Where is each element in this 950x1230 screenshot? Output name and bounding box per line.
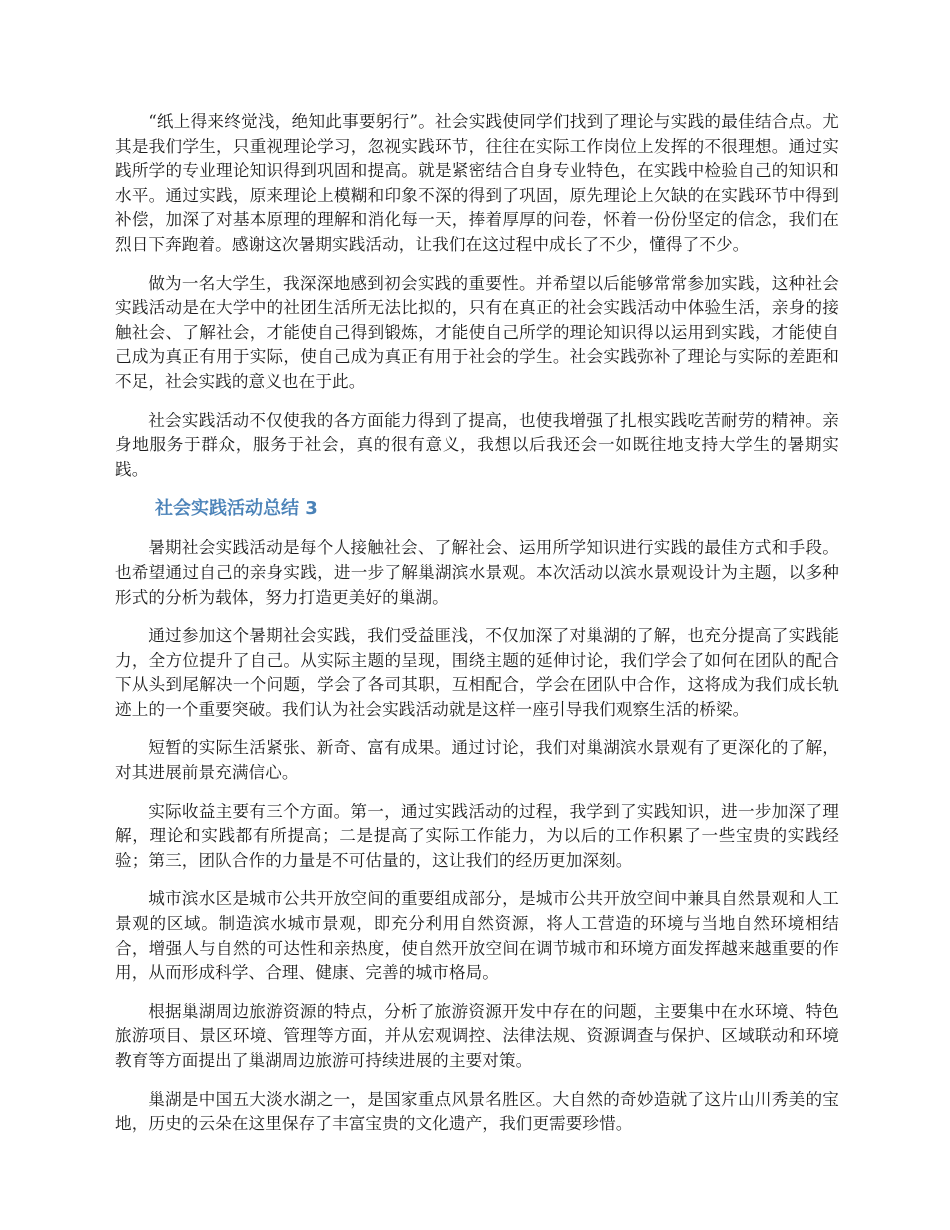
paragraph: 城市滨水区是城市公共开放空间的重要组成部分，是城市公共开放空间中兼具自然景观和人工景观的区域。制造滨水城市景观，即充分利用自然资源，将人工营造的环境与当地自然环境相结合，增强人与自然的可达性和亲热度，使自然开放空间在调节城市和环境方面发挥越来越重要的作用，从而形成科学、合理、健康、完善的城市格局。	[115, 889, 839, 983]
paragraph: 巢湖是中国五大淡水湖之一，是国家重点风景名胜区。大自然的奇妙造就了这片山川秀美的宝地，历史的云朵在这里保存了丰富宝贵的文化遗产，我们更需要珍惜。	[115, 1089, 839, 1134]
paragraph: 根据巢湖周边旅游资源的特点，分析了旅游资源开发中存在的问题，主要集中在水环境、特色旅游项目、景区环境、管理等方面，并从宏观调控、法律法规、资源调查与保护、区域联动和环境教育等方面提出了巢湖周边旅游可持续进展的主要对策。	[115, 1001, 839, 1070]
document-body	[115, 110, 839, 1151]
section-heading: 社会实践活动总结 3	[155, 498, 318, 520]
paragraph: 通过参加这个暑期社会实践，我们受益匪浅，不仅加深了对巢湖的了解，也充分提高了实践能力，全方位提升了自己。从实际主题的呈现，围绕主题的延伸讨论，我们学会了如何在团队的配合下从头到尾解决一个问题，学会了各司其职，互相配合，学会在团队中合作，这将成为我们成长轨迹上的一个重要突破。我们认为社会实践活动就是这样一座引导我们观察生活的桥梁。	[115, 626, 839, 719]
paragraph: 实际收益主要有三个方面。第一，通过实践活动的过程，我学到了实践知识，进一步加深了理解，理论和实践都有所提高；二是提高了实际工作能力，为以后的工作积累了一些宝贵的实践经验；第三，团队合作的力量是不可估量的，这让我们的经历更加深刻。	[115, 801, 839, 870]
paragraph: “纸上得来终觉浅，绝知此事要躬行”。社会实践使同学们找到了理论与实践的最佳结合点。尤其是我们学生，只重视理论学习，忽视实践环节，往往在实际工作岗位上发挥的不很理想。通过实践所学的专业理论知识得到巩固和提高。就是紧密结合自身专业特色，在实践中检验自己的知识和水平。通过实践，原来理论上模糊和印象不深的得到了巩固，原先理论上欠缺的在实践环节中得到补偿，加深了对基本原理的理解和消化每一天，捧着厚厚的问卷，怀着一份份坚定的信念，我们在烈日下奔跑着。感谢这次暑期实践活动，让我们在这过程中成长了不少，懂得了不少。	[115, 112, 839, 254]
paragraph: 做为一名大学生，我深深地感到初会实践的重要性。并希望以后能够常常参加实践，这种社会实践活动是在大学中的社团生活所无法比拟的，只有在真正的社会实践活动中体验生活，亲身的接触社会、了解社会，才能使自己得到锻炼，才能使自己所学的理论知识得以运用到实践，才能使自己成为真正有用于实际，使自己成为真正有用于社会的学生。社会实践弥补了理论与实际的差距和不足，社会实践的意义也在于此。	[115, 273, 839, 391]
paragraph: 暑期社会实践活动是每个人接触社会、了解社会、运用所学知识进行实践的最佳方式和手段。也希望通过自己的亲身实践，进一步了解巢湖滨水景观。本次活动以滨水景观设计为主题，以多种形式的分析为载体，努力打造更美好的巢湖。	[115, 538, 839, 607]
paragraph: 短暂的实际生活紧张、新奇、富有成果。通过讨论，我们对巢湖滨水景观有了更深化的了解，对其进展前景充满信心。	[115, 738, 839, 783]
paragraph: 社会实践活动不仅使我的各方面能力得到了提高，也使我增强了扎根实践吃苦耐劳的精神。亲身地服务于群众，服务于社会，真的很有意义，我想以后我还会一如既往地支持大学生的暑期实践。	[115, 410, 839, 479]
